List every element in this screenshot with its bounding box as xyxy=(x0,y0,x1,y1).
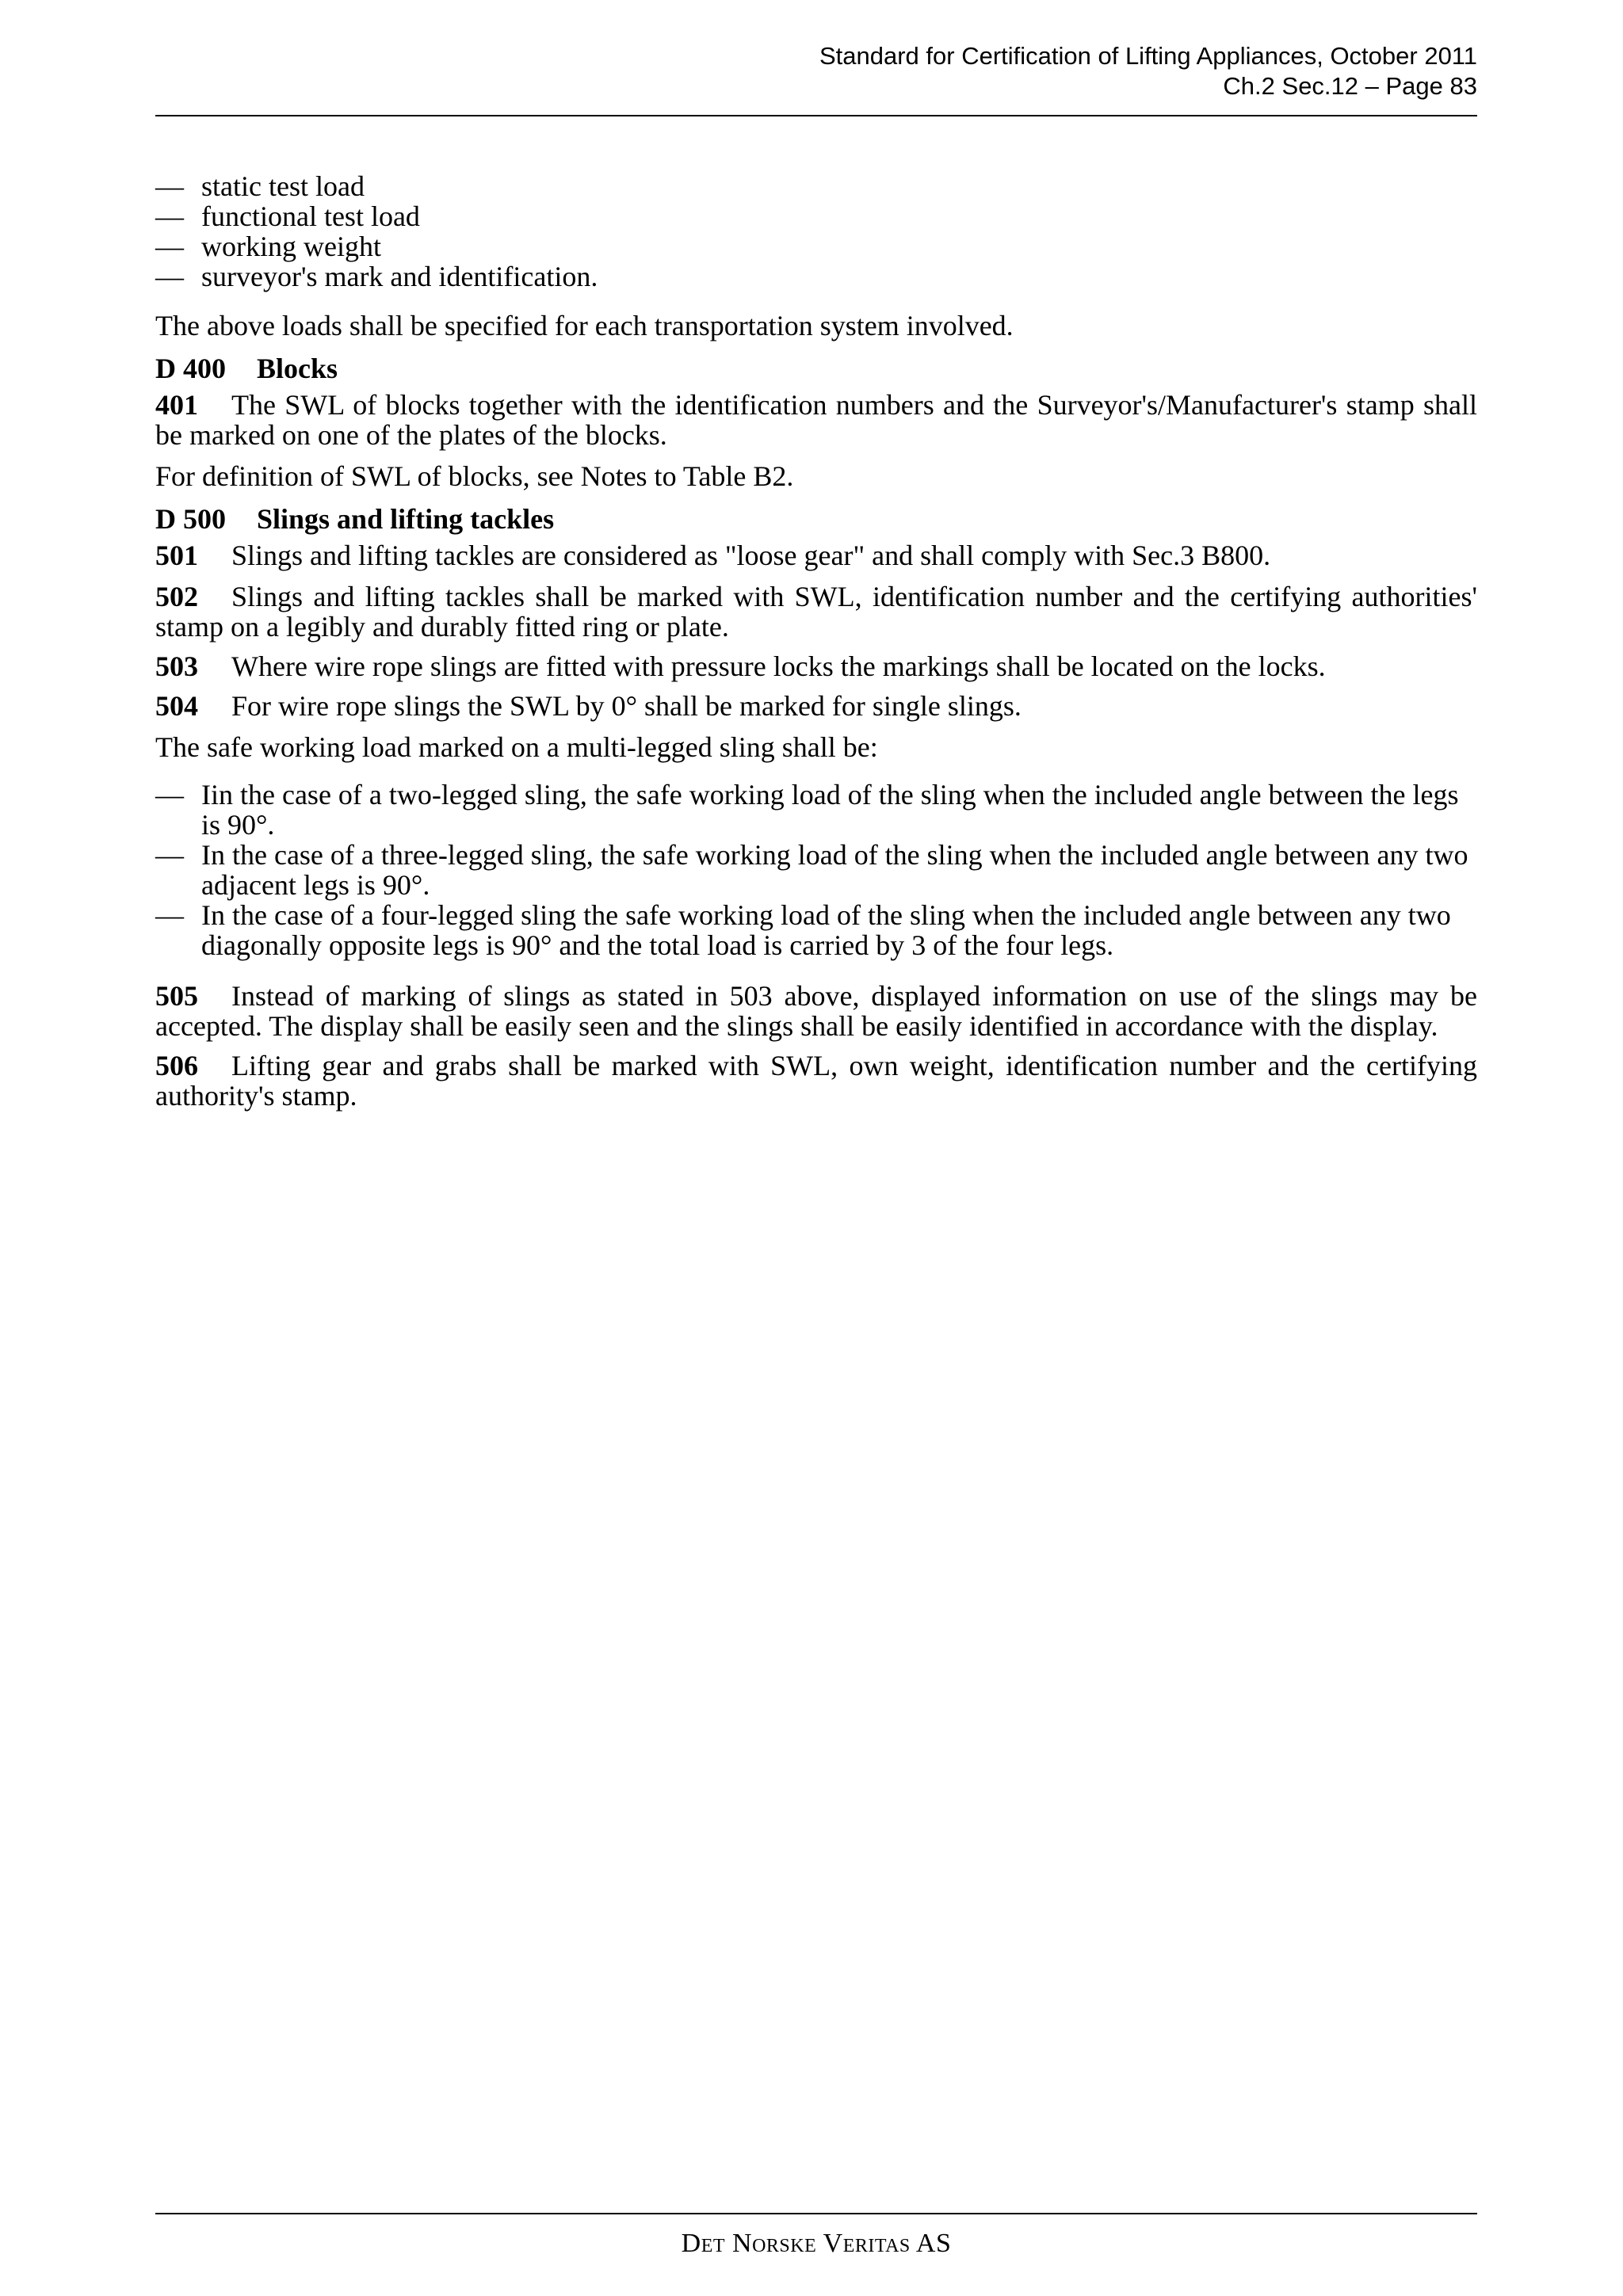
paragraph-above-loads: The above loads shall be specified for each transportation system involved. xyxy=(155,310,1014,341)
paragraph-number: 501 xyxy=(155,540,198,571)
header-divider xyxy=(155,115,1477,116)
paragraph-number: 505 xyxy=(155,980,198,1012)
paragraph-401-note: For definition of SWL of blocks, see Notes to Table B2. xyxy=(155,460,794,492)
header-chapter-page: Ch.2 Sec.12 – Page 83 xyxy=(1223,72,1477,100)
list-item-text: In the case of a three-legged sling, the safe working load of the sling when the included angle between any two adjacent legs is 90°. xyxy=(201,839,1468,901)
paragraph-503 xyxy=(155,651,1477,681)
multi-legged-sling-list xyxy=(155,780,1477,960)
paragraph-text: Lifting gear and grabs shall be marked with SWL, own weight, identification number and the certifying authority's stamp. xyxy=(155,1050,1477,1112)
list-item xyxy=(155,840,1477,900)
paragraph-501 xyxy=(155,540,1477,570)
paragraph-number: 503 xyxy=(155,650,198,682)
footer-divider xyxy=(155,2213,1477,2214)
list-item-text: static test load xyxy=(201,170,365,202)
list-item xyxy=(155,201,1477,231)
list-dash: — xyxy=(155,899,184,931)
page-header xyxy=(155,41,1477,101)
list-item-text: functional test load xyxy=(201,200,420,232)
list-dash: — xyxy=(155,231,184,262)
page-content xyxy=(155,171,1477,1111)
paragraph-text: Slings and lifting tackles are considered as "loose gear" and shall comply with Sec.3 B800. xyxy=(231,540,1271,571)
list-dash: — xyxy=(155,779,184,810)
paragraph-504 xyxy=(155,691,1477,721)
paragraph-502 xyxy=(155,582,1477,642)
section-number: D 500 xyxy=(155,503,226,535)
list-item xyxy=(155,261,1477,292)
list-dash: — xyxy=(155,170,184,202)
page-footer: Det Norske Veritas AS xyxy=(681,2229,952,2258)
section-heading-d400 xyxy=(155,353,1477,383)
list-item-text: Iin the case of a two-legged sling, the safe working load of the sling when the included angle between the legs is 90°. xyxy=(201,779,1459,841)
paragraph-text: For wire rope slings the SWL by 0° shall be marked for single slings. xyxy=(231,690,1022,722)
paragraph-number: 401 xyxy=(155,389,198,421)
paragraph-text: Slings and lifting tackles shall be marked with SWL, identification number and the certifying authorities' stamp on a legibly and durably fitted ring or plate. xyxy=(155,581,1477,643)
paragraph-text: Instead of marking of slings as stated in 503 above, displayed information on use of the slings may be accepted. The display shall be easily seen and the slings shall be easily identified in accordance with the display. xyxy=(155,980,1477,1042)
section-heading-d500 xyxy=(155,504,1477,534)
marking-list xyxy=(155,171,1477,292)
paragraph-text: Where wire rope slings are fitted with pressure locks the markings shall be located on the locks. xyxy=(231,650,1326,682)
list-dash: — xyxy=(155,261,184,292)
paragraph-number: 502 xyxy=(155,581,198,612)
paragraph-401 xyxy=(155,390,1477,450)
paragraph-text: The SWL of blocks together with the identification numbers and the Surveyor's/Manufacturer's stamp shall be marked on one of the plates of the blocks. xyxy=(155,389,1477,451)
list-item xyxy=(155,780,1477,840)
section-number: D 400 xyxy=(155,353,226,384)
list-item xyxy=(155,900,1477,960)
list-item-text: surveyor's mark and identification. xyxy=(201,261,598,292)
paragraph-number: 504 xyxy=(155,690,198,722)
list-item-text: working weight xyxy=(201,231,381,262)
list-dash: — xyxy=(155,839,184,871)
list-item xyxy=(155,171,1477,201)
list-item-text: In the case of a four-legged sling the safe working load of the sling when the included angle between any two diagonally opposite legs is 90° and the total load is carried by 3 of the four legs. xyxy=(201,899,1451,961)
paragraph-504-intro: The safe working load marked on a multi-legged sling shall be: xyxy=(155,731,878,763)
list-item xyxy=(155,231,1477,261)
paragraph-number: 506 xyxy=(155,1050,198,1081)
paragraph-506 xyxy=(155,1051,1477,1111)
paragraph-505 xyxy=(155,981,1477,1041)
list-dash: — xyxy=(155,200,184,232)
section-title: Slings and lifting tackles xyxy=(257,503,555,535)
header-standard-title: Standard for Certification of Lifting Appliances, October 2011 xyxy=(819,42,1477,70)
section-title: Blocks xyxy=(257,353,338,384)
